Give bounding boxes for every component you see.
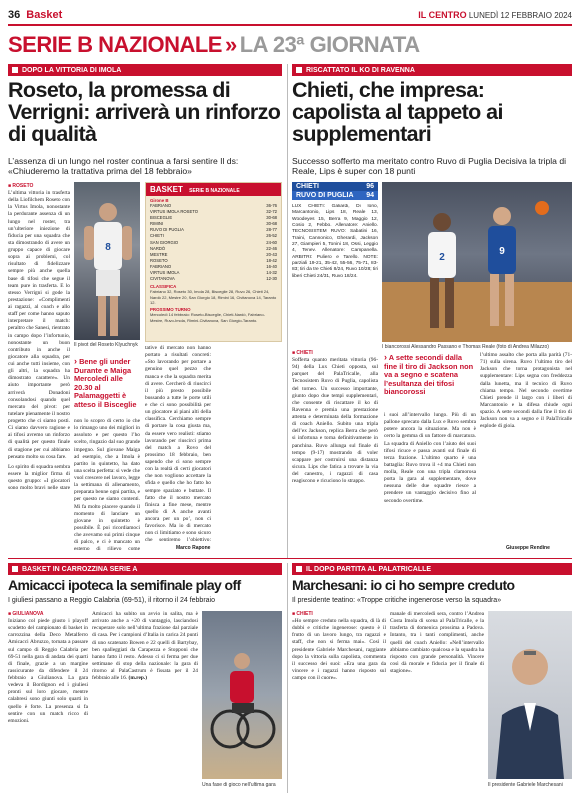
standings-points: 26-52 [266,233,277,239]
svg-text:9: 9 [499,246,505,257]
left-story-col3: tative di mercato non hanno portato a risultati concreti: «Sto lavorando per portare a genuino quel pezzo che manca e che la squadra merita di avere. Cercherò di riuscirci il più presto possibile bussando a tutte le porte utili e che ci sono possibilità per un giocatore ai piani alti della classifica. Cerchiamo sempre di portare la cosa giusta ma, da essere vero realisti: stiamo lavorando per riuscirci prima del match a Rovo del prossimo 18 febbraio, ben sapendo che ci sono sempre con la realtà di certi giocatori che non vogliono accettare la sfida e quello che ho fatto ho sempre spaziato e buttate. Il fatto che il nostro mercato finisca a fine mese, mentre quello di A anche avanti ancora per un po’, non ci favorisce. Ma io di mercato non ci limitiamo e sono sicuro che sentiremo l’obiettivo: [145,345,211,543]
roseto-player-photo [74,182,140,340]
standings-next-label: PROSSIMO TURNO [150,307,191,313]
standings-team: MESTRE [150,251,168,257]
round-title: LA 23ª GIORNATA [239,32,420,57]
left-story-col2: non lo scopro di certo io che lo rimango uno dei migliori in assoluto e per questo l’ho scelto, ringazio dal suo grande impegno. Sul giovane Maiga ad esempio, che a Imola è partito in quintetto, ha dato una scelta perfetta: si vede che vuol crescere nel lavoro, legge la settimana di allenamento, preparata benne ogni partita, e per questo ne siamo contenti. Mi fa molto piacere quando il momento di lanciare un giovane in quintetto è possibile. È poi ricordiamoci che avevamo sui primi cinque di palco, e ci è mancato un esterno di rilievo come [74,418,140,552]
standings-subtitle: SERIE B NAZIONALE [189,188,240,194]
portrait-icon [488,611,572,779]
standings-table [146,203,281,282]
bottom-left-kicker: BASKET IN CARROZZINA SERIE A [8,563,282,575]
standings-points: 16-40 [266,263,277,269]
left-story-signature: Marco Rapone [176,545,211,551]
standings-points: 22-46 [266,245,277,251]
standings-team: FABRIANO [150,203,172,208]
standings-points: 36-76 [266,203,277,208]
score-home-team: CHIETI [296,183,319,190]
standings-points: 32-72 [266,209,277,215]
league-title: SERIE B NAZIONALE [8,32,222,57]
right-story-col2: i suoi all’intervallo lungo. Più di un pallone sprecato dalla Lux e Ruvo sembra potere ancora la situazione. Ma non è certo la gemma di un fattore di marcatura. La squadra di Aniello con l’aiuto dei suoi tifosi ricuce e passa avanti sul finale di terza frazione. L’ultimo quarto è una battaglia: Ruvo trova il +4 ma Chieti non molla, Reale con una tripla clamorosa porta la gara al supplementare, dove nessuna delle due squadre riesce a prendere un vantaggio decisivo fino al secondo overtime. [384,412,476,504]
page-header [8,6,572,26]
bottom-left-byline: ■ GIULIANOVA [8,611,44,617]
standings-team: FABRIANO [150,263,172,269]
standings-results-text: Fabriano 32, Roseto 30, Imola 28, Bisceglie 28, Ruvo 26, Chieti 24, Nardò 22, Mestre 20, San Giorgio 18, Rimini 16, Civitanova 14, Taranto 12. [150,289,277,305]
standings-team: BISCEGLIE [150,215,173,221]
bottom-right-subhead: Il presidente teatino: «Troppe critiche ingenerose verso la squadra» [292,597,502,604]
svg-text:2: 2 [439,252,445,263]
score-home-value: 96 [366,183,374,190]
standings-points: 28-77 [266,227,277,233]
left-story-headline[interactable]: Roseto, la promessa di Verrigni: arriverà un rinforzo di qualità [8,78,281,146]
wheelchair-basket-photo [202,611,282,779]
section-name[interactable]: Basket [26,9,63,21]
standings-team: CIVITANOVA [150,276,175,282]
right-story-kicker: RISCATTATO IL KO DI RAVENNA [292,64,572,76]
score-away-value: 94 [366,192,374,199]
standings-points: 20-43 [266,251,277,257]
chieti-photo-caption: I biancorossi Alessandro Passano e Thomas Reale (foto di Andrea Milazzo) [382,344,549,350]
wheelchair-icon [202,611,282,779]
left-story-subhead: L’assenza di un lungo nel roster continua a farsi sentire Il ds: «Chiuderemo la trattativa prima del 18 febbraio» [8,156,239,177]
standings-points: 30-68 [266,215,277,221]
score-away [292,191,378,200]
right-story-col3: l’ultimo assalto che porta alla parità (71-71) sulla sirena. Ruvo l’ultimo tiro del Jackson che torna protagonista nel supplementare: Lips segna con freddezza dalla lunetta, ma il tecnico di Ruvo chiama tempo. Nel secondo overtime Chieti prende il largo con i liberi di Marcantonio e la difesa chiude ogni spazio. A sette secondi dalla fine il tiro di Jackson non va a segno e il PalaTricalle esplode di gioia. [480,352,572,430]
standings-team: NARDÒ [150,245,166,251]
bottom-left-col2 [92,611,198,794]
standings-title: BASKET SERIE B NAZIONALE [146,183,281,196]
bottom-right-headline[interactable]: Marchesani: io ci ho sempre creduto [292,577,515,593]
bottom-left-signature: (m.rep.) [128,675,148,682]
standings-team: SAN GIORGIO [150,239,179,245]
left-story-kicker: DOPO LA VITTORIA DI IMOLA [8,64,282,76]
chevron-icon: » [224,32,237,57]
left-story-col1b-text: Lo spirito di squadra sembra essere la miglior firma di questo gruppo: «I giocatori sono molto bravi nelle stare [8,463,70,492]
standings-box [145,182,282,342]
newspaper-name[interactable]: IL CENTRO [418,10,467,20]
left-story-byline: ■ ROSETO [8,183,34,189]
right-story-subhead: Successo sofferto ma meritato contro Ruvo di Puglia Decisiva la tripla di Reale, Lips è super con 18 punti [292,156,567,177]
right-story-byline: ■ CHIETI [292,350,313,356]
header-left [8,9,62,21]
score-away-team: RUVO DI PUGLIA [296,192,354,199]
standings-team: VIRTUS IMOLA [150,270,180,276]
wheelchair-photo-caption: Una fase di gioco nell’ultima gara [202,782,276,788]
standings-team: ROSETO [150,257,168,263]
right-story-col1: Sofferta quanto meritata vittoria (96-94) della Lux Chieti opposta, sul parquet del PalaTricalle, alla Tecnosistem Ruvo di Puglia, capolista del torneo. Un successo importante, giunto dopo due tempi supplementari, che consente di riscattare il ko di Ravenna e premia una prestazione attenta e determinata della formazione di coach Aniello. Subito una tripla dell’ex Jackson, replica Berra che però si infortuna e torna definitivamente in panchina. Ruvo allunga sul finale di tempo (9-17) mostrando di voler scappare per costruirsi una distanza sicura. Lips che fatica a trovare la via del canestro, i ragazzi di casa reagiscono e ricuciono lo strappo. [292,357,378,485]
standings-points: 30-68 [266,221,277,227]
standings-group: Girone B [150,198,169,203]
bottom-left-col2-text: Amicacci ha subito un avvio in salita, ma è arrivato anche a +20 di vantaggio, lasciandosi recuperare solo nell’ultima frazione dal parziale di casa. Per i campioni d’Italia in carica 24 punti di uno scatenato Bowen e 22 quelli di Bartybay, ben spalleggiati da Carapezza e Stopponi che hanno fatto il resto. Adesso ci si ferma per due settimane di stop della nazionale: la gara di ritorno al PalaCastrum è fissata per il 24 febbraio alle 16. [92,611,198,682]
right-story-headline[interactable]: Chieti, che impresa: capolista al tappeto ai supplementari [292,78,503,146]
standings-next-text: Mercoledì 14 febbraio: Roseto-Bisceglie, Chieti-Nardò, Fabriano-Mestre, Ruvo-Imola, Rimini-Civitanova, San Giorgio-Taranto. [150,312,265,323]
bottom-divider [8,558,572,559]
marchesani-photo-caption: Il presidente Gabriele Marchesani [488,782,563,788]
bottom-right-col2: manale di mercoledì sera, contro l’Andrea Costa Imola di scena al PalaTricalle, e la trasferta di domenica prossima a Padova. Intanto, tra i tanti complimenti, anche quelli del coach Aniello: «Nell’intervallo abbiamo cambiato qualcosa e la squadra ha risposto con grande personalità. Vincere così dà morale e fiducia per il finale di stagione». [390,611,484,674]
header-right [418,10,572,20]
right-story-tabellino: LUX CHIETI: Galiardi, Di Iorio, Marcantonio, Lips 18, Reale 13, Woodeyes 15, Berra 9, Maggio 12, Cosio 2, Febbo. Allenatore: Aniello. TECNOSISTEM RUVO: Sabatini 16, Traini, Cannonico, Gherardi, Jackson 27, Giampieri 5, Tonini 18, Ossi, Leggio 4, Tenev. Allenatore: Campanella. ARBITRI: Puliero e Tarello. NOTE: parziali 19-21, 35-42, 55-56, 75-71, 83-83; tiri da tre Chieti 8/24, Ruvo 10/28; tiri liberi Chieti 24/31, Ruvo 18/24. [292,204,378,279]
left-story-col1 [8,190,70,492]
right-story-signature: Giuseppe Rendine [506,545,550,551]
standings-results-label: CLASSIFICA [150,284,177,290]
basketball-action-icon [382,182,572,342]
bottom-left-subhead: I giuliesi passano a Reggio Calabria (69-51), il ritorno il 24 febbraio [8,597,216,604]
left-story-quote: › Bene gli under Durante e Maiga Mercoledì alle 20.30 al Palamaggetti è atteso il Bisceglie [74,356,137,409]
svg-text:8: 8 [105,242,111,253]
scoreboard [292,182,378,200]
standings-team: RUVO DI PUGLIA [150,227,184,233]
standings-points: 18-42 [266,257,277,263]
score-home [292,182,378,191]
bottom-right-col1: «Ho sempre creduto nella squadra, di là di dubbi e critiche ingenerose: questo è il frutto di un lavoro lungo, tra ragazzi e staff, che non si ferma mai». Così il presidente Gabriele Marchesani, raggiante dopo la vittoria sulla capolista, commenta il successo dei suoi: «Era una gara da vincere e i ragazzi hanno risposto sul campo con il cuore». [292,618,386,681]
standings-team: CHIETI [150,233,164,239]
player-silhouette-icon [74,182,140,340]
standings-points: 12-30 [266,276,277,282]
standings-team: VIRTUS IMOLA ROSETO [150,209,199,215]
roseto-photo-caption: Il pivot del Roseto Klyuchnyk [74,342,138,348]
page-number: 36 [8,9,21,21]
bottom-left-col1: Iniziano col piede giusto i playoff scudetto del campionato di basket in carrozzina della Deco Metalferro Amicacci Abruzzo, tornata a passare sul campo di Reggio Calabria per 69-51 nella gara di andata dei quarti di finale, grazie a un margine rassicurante da difendere il 24 febbraio a Giulianova. La gara vedeva il Bordignon ed i giuliesi pronti sul loro giocare, mentre calabresi sono giunti solo quarti in quello è forte. La presenza si fa sentire con un match ricco di emozioni. [8,618,88,724]
right-story-quote: › A sette secondi dalla fine il tiro di Jackson non va a segno e scatena l’esultanza dei tifosi biancorossi [384,352,474,397]
chieti-match-photo [382,182,572,342]
column-divider [287,64,288,558]
bottom-column-divider [287,563,288,793]
left-story-col1-text: L’ultima vittoria in trasferta della Liofilchem Roseto con la Virtus Imola, nonostante la perdurante assenza di un lungo nel roster, tra un’ulteriore iniezione di fiducia per una squadra che sta dimostrando di avere un gruppo capace di giocare sopra ai problemi, col risultato di fidelizzare sempre più anche quella base di tifosi che segue il team pure in trasferta. E lo stesso Verrigni si gode la prestazione: «Complimenti ai ragazzi, al coach e allo staff per come hanno saputo interpretare il match: peraltro che Sanesi, rientrato in campo dopo l’infortunio, nonostante un buon contributo in anche il giocatore alla squadra, per cui anche tutti insieme, con gli altri, la squadra ha dimostrato carattere». Un aiuto importante però arriverà Donadoni consolandosi quando quel mercato del pivot: per tutelare pienamente il nostro progetto che ci siamo posti. Ci siamo davvero ragione e ai tifosi avremo un rinforzo di qualità per questo finale di stagione per cui abbiamo pensato molto su cosa fare. [8,190,70,460]
bottom-left-headline[interactable]: Amicacci ipoteca la semifinale play off [8,577,241,593]
marchesani-photo [488,611,572,779]
bottom-right-byline: ■ CHIETI [292,611,313,617]
standings-points: 24-60 [266,239,277,245]
section-banner [8,30,572,60]
issue-date: LUNEDÌ 12 FEBBRAIO 2024 [468,11,572,20]
bottom-right-kicker: IL DOPO PARTITA AL PALATRICALLE [292,563,572,575]
standings-points: 14-32 [266,270,277,276]
standings-team: RIMINI [150,221,164,227]
